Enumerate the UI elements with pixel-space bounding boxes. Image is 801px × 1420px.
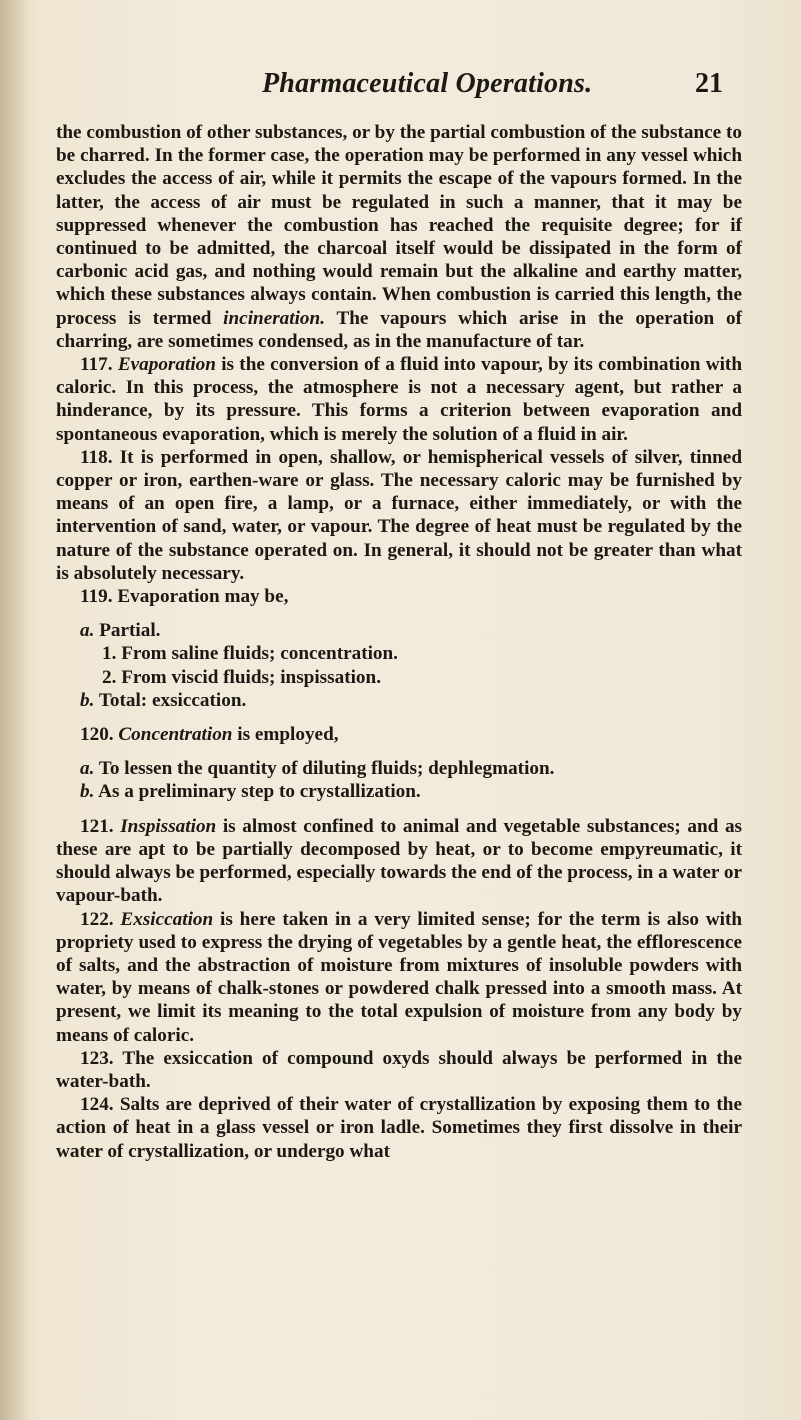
paragraph-121: 121. Inspissation is almost confined to animal and vegetable substances; and as these are apt to be partially decomposed by heat, or to become empyreumatic, it should always be performed, especially towards the end of the process, in a water or vapour-bath.	[56, 815, 743, 907]
spacer	[56, 746, 742, 757]
paragraph-charring: the combustion of other substances, or by the partial combustion of the substance to be charred. In the former case, the operation may be performed in any vessel which excludes the access of air, while it permits the escape of the vapours formed. In the latter, the access of air must be regulated in such a manner, that it may be suppressed whenever the combustion has reached the requisite degree; for if continued to be admitted, the charcoal itself would be dissipated in the form of carbonic acid gas, and nothing would remain but the alkaline and earthy matter, which these substances always contain. When combustion is carried this length, the process is termed incineration. The vapours which arise in the operation of charring, are sometimes condensed, as in the manufacture of tar.	[56, 122, 742, 352]
spacer	[56, 608, 742, 619]
paragraph-117: 117. Evaporation is the conversion of a fluid into vapour, by its combination with caloric. In this process, the atmosphere is not a necessary agent, but rather a hinderance, by its pressure. This forms a criterion between evaporation and spontaneous evaporation, which is merely the solution of a fluid in air.	[56, 354, 742, 445]
paragraph-118: 118. It is performed in open, shallow, or hemispherical vessels of silver, tinned copper or iron, earthen-ware or glass. The necessary caloric may be furnished by means of an open fire, a lamp, or a furnace, either immediately, or with the intervention of sand, water, or vapour. The degree of heat must be regulated by the nature of the substance operated on. In general, it should not be greater than what is absolutely necessary.	[56, 446, 742, 584]
paragraph-122: 122. Exsiccation is here taken in a very limited sense; for the term is also with propriety used to express the drying of vegetables by a gentle heat, the efflorescence of salts, and the abstraction of moisture from mixtures of insoluble powders with water, by means of chalk-stones or powdered chalk pressed into a smooth mass. At present, we limit its meaning to the total expulsion of moisture from any body by means of caloric.	[56, 908, 743, 1046]
running-title: Pharmaceutical Operations.	[262, 68, 593, 99]
paragraph-124: 124. Salts are deprived of their water of crystallization by exposing them to the action of heat in a glass vessel or iron ladle. Sometimes they first dissolve in their water of crystallization, or undergo what	[56, 1094, 742, 1162]
list-item: b. As a preliminary step to crystallization.	[80, 781, 421, 803]
paragraph-119: 119. Evaporation may be,	[80, 586, 289, 608]
list-item: 2. From viscid fluids; inspissation.	[102, 666, 381, 688]
page-number: 21	[695, 68, 723, 99]
gutter-shadow	[0, 0, 30, 1420]
spacer	[56, 804, 742, 815]
list-item: 1. From saline fluids; concentration.	[102, 643, 398, 665]
page-header	[0, 60, 801, 110]
list-item: a. Partial.	[80, 620, 161, 642]
spacer	[56, 712, 742, 723]
body-text	[56, 121, 742, 1163]
list-item: b. Total: exsiccation.	[80, 689, 247, 711]
paragraph-123: 123. The exsiccation of compound oxyds should always be performed in the water-bath.	[56, 1047, 742, 1092]
paragraph-120: 120. Concentration is employed,	[80, 724, 339, 746]
list-item: a. To lessen the quantity of diluting fluids; dephlegmation.	[80, 758, 555, 780]
